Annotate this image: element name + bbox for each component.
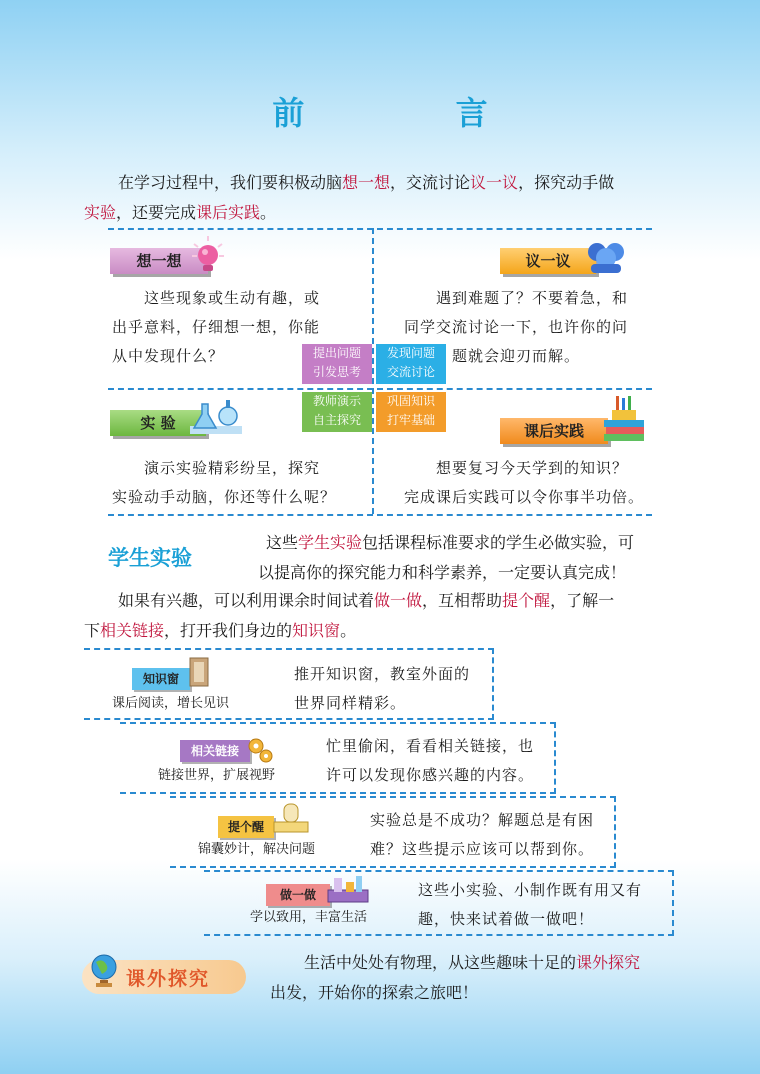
lamp-icon: [270, 800, 312, 836]
think-line: 这些现象或生动有趣，或: [144, 289, 321, 307]
interest-highlight: 做一做: [374, 591, 423, 610]
try-it-tag: 做一做: [266, 884, 330, 906]
interest-paragraph: [84, 586, 684, 646]
step-divider: [120, 792, 556, 794]
student-exp-text: 包括课程标准要求的学生必做实验，可: [362, 533, 635, 552]
divider-middle: [108, 388, 652, 390]
globe-icon: [88, 952, 120, 990]
practice-text: [404, 454, 654, 512]
explore-line: 出发，开始你的探索之旅吧！: [270, 983, 479, 1002]
center-line: 交流讨论: [386, 365, 435, 379]
explore-text: 生活中处处有物理，从这些趣味十足的: [304, 953, 577, 972]
reminder-text: [370, 806, 610, 864]
practice-tag: 课后实践: [500, 418, 608, 444]
think-line: 从中发现什么？: [112, 347, 225, 365]
step-line: 这些小实验、小制作既有用又有: [418, 881, 643, 899]
discuss-line: 题就会迎刃而解。: [452, 347, 581, 365]
divider-top: [108, 228, 652, 230]
center-block-discover: [376, 344, 446, 384]
practice-line: 想要复习今天学到的知识？: [436, 459, 629, 477]
discuss-line: 遇到难题了？不要着急，和: [436, 289, 629, 307]
discussion-icon: [585, 238, 627, 274]
intro-highlight-discuss: 议一议: [470, 173, 519, 192]
intro-text: 。: [260, 203, 277, 222]
try-it-caption: 学以致用，丰富生活: [250, 910, 368, 925]
center-line: 巩固知识: [386, 394, 435, 408]
related-links-caption: 链接世界，扩展视野: [158, 768, 276, 783]
step-line: 推开知识窗，教室外面的: [294, 665, 471, 683]
interest-highlight: 相关链接: [100, 621, 165, 640]
step-line: 趣，快来试着做一做吧！: [418, 910, 595, 928]
interest-highlight: 知识窗: [292, 621, 341, 640]
center-block-consolidate: [376, 392, 446, 432]
step-divider: [170, 866, 616, 868]
explore-paragraph: [270, 948, 690, 1008]
step-line: 世界同样精彩。: [294, 694, 407, 712]
experiment-kit-icon: [326, 872, 370, 906]
center-line: 打牢基础: [386, 413, 435, 427]
interest-text: 下: [84, 621, 101, 640]
experiment-line: 实验动手动脑，你还等什么呢？: [112, 488, 337, 506]
intro-highlight-experiment: 实验: [84, 203, 117, 222]
divider-vertical: [372, 228, 374, 514]
discuss-line: 同学交流讨论一下，也许你的问: [404, 318, 629, 336]
knowledge-window-text: [294, 660, 494, 718]
explore-highlight: 课外探究: [576, 953, 641, 972]
intro-highlight-think: 想一想: [342, 173, 391, 192]
interest-highlight: 提个醒: [502, 591, 551, 610]
step-line: 忙里偷闲，看看相关链接，也: [326, 737, 535, 755]
experiment-tag: 实 验: [110, 410, 206, 436]
discuss-tag: 议一议: [500, 248, 596, 274]
student-exp-line: 以提高你的探究能力和科学素养，一定要认真完成！: [258, 563, 627, 582]
intro-highlight-practice: 课后实践: [196, 203, 261, 222]
intro-text: 在学习过程中，我们要积极动脑: [118, 173, 343, 192]
interest-text: ，互相帮助: [422, 591, 503, 610]
interest-text: 。: [340, 621, 357, 640]
knowledge-window-caption: 课后阅读，增长见识: [112, 696, 230, 711]
step-divider: [84, 718, 494, 720]
intro-text: ，探究动手做: [518, 173, 615, 192]
center-line: 自主探究: [312, 413, 361, 427]
experiment-text: [112, 454, 362, 512]
student-experiment-paragraph: [232, 528, 692, 588]
intro-text: ，交流讨论: [390, 173, 471, 192]
knowledge-window-tag: 知识窗: [132, 668, 190, 690]
center-line: 发现问题: [386, 346, 435, 360]
reminder-caption: 锦囊妙计，解决问题: [198, 842, 316, 857]
think-tag: 想一想: [110, 248, 208, 274]
books-icon: [602, 394, 648, 444]
experiment-line: 演示实验精彩纷呈，探究: [144, 459, 321, 477]
try-it-text: [418, 876, 668, 934]
student-exp-text: 这些: [266, 533, 299, 552]
center-line: 提出问题: [312, 346, 361, 360]
center-line: 引发思考: [312, 365, 361, 379]
lightbulb-icon: [190, 234, 226, 274]
intro-text: ，还要完成: [116, 203, 197, 222]
practice-line: 完成课后实践可以令你事半功倍。: [404, 488, 645, 506]
center-block-question: [302, 344, 372, 384]
related-links-tag: 相关链接: [180, 740, 250, 762]
knowledge-window-icon: [186, 654, 216, 690]
step-line: 实验总是不成功？解题总是有困: [370, 811, 595, 829]
interest-text: ，打开我们身边的: [164, 621, 293, 640]
center-line: 教师演示: [312, 394, 361, 408]
reminder-tag: 提个醒: [218, 816, 274, 838]
student-exp-highlight: 学生实验: [298, 533, 363, 552]
divider-bottom: [108, 514, 652, 516]
intro-paragraph: [84, 168, 684, 228]
page-title: 前 言: [272, 94, 558, 132]
gears-icon: [246, 736, 274, 764]
interest-text: ，了解一: [550, 591, 615, 610]
related-links-text: [326, 732, 556, 790]
interest-text: 如果有兴趣，可以利用课余时间试着: [118, 591, 375, 610]
step-line: 难？这些提示应该可以帮到你。: [370, 840, 595, 858]
center-block-demo: [302, 392, 372, 432]
explore-label: 课外探究: [126, 968, 211, 990]
step-line: 许可以发现你感兴趣的内容。: [326, 766, 535, 784]
lab-equipment-icon: [188, 398, 244, 438]
student-experiment-heading: 学生实验: [108, 546, 192, 570]
think-line: 出乎意料，仔细想一想，你能: [112, 318, 321, 336]
